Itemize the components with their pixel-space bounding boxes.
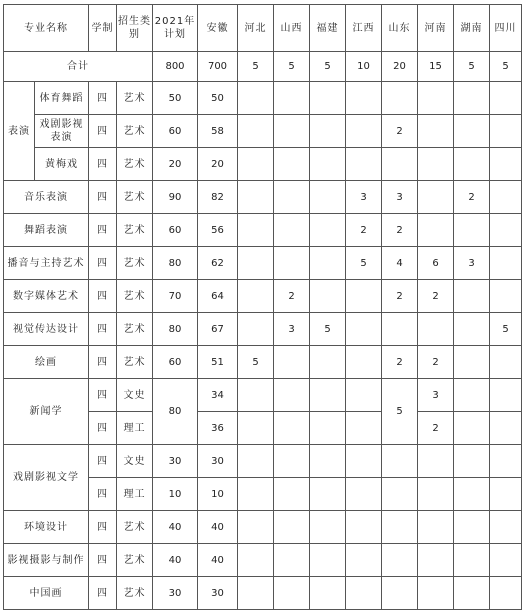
total-cell: 5 <box>310 52 346 82</box>
quota-cell <box>310 82 346 115</box>
total-cell: 5 <box>238 52 274 82</box>
category-cell: 艺术 <box>117 247 153 280</box>
header-province: 湖南 <box>454 5 490 52</box>
quota-cell <box>418 214 454 247</box>
quota-cell <box>418 148 454 181</box>
header-province: 安徽 <box>198 5 238 52</box>
quota-cell: 56 <box>198 214 238 247</box>
plan-cell: 50 <box>153 82 198 115</box>
duration-cell: 四 <box>89 115 117 148</box>
quota-cell: 3 <box>274 313 310 346</box>
quota-cell <box>490 511 522 544</box>
plan-cell: 10 <box>153 478 198 511</box>
category-cell: 艺术 <box>117 115 153 148</box>
quota-cell <box>346 313 382 346</box>
major-name: 数字媒体艺术 <box>4 280 89 313</box>
quota-cell <box>454 544 490 577</box>
quota-cell <box>238 412 274 445</box>
quota-cell <box>490 445 522 478</box>
table-row <box>4 115 522 148</box>
quota-cell <box>382 313 418 346</box>
total-cell: 10 <box>346 52 382 82</box>
quota-cell: 4 <box>382 247 418 280</box>
duration-cell: 四 <box>89 544 117 577</box>
quota-cell: 5 <box>346 247 382 280</box>
plan-cell: 80 <box>153 313 198 346</box>
major-name: 体育舞蹈 <box>35 82 89 115</box>
quota-cell: 2 <box>274 280 310 313</box>
quota-cell <box>238 82 274 115</box>
quota-cell <box>274 82 310 115</box>
plan-cell: 80 <box>153 247 198 280</box>
quota-cell: 20 <box>198 148 238 181</box>
quota-cell <box>310 214 346 247</box>
quota-cell: 58 <box>198 115 238 148</box>
total-plan: 800 <box>153 52 198 82</box>
quota-cell <box>346 148 382 181</box>
duration-cell: 四 <box>89 412 117 445</box>
quota-cell: 2 <box>418 280 454 313</box>
plan-cell: 60 <box>153 346 198 379</box>
quota-cell <box>238 544 274 577</box>
quota-cell <box>274 181 310 214</box>
duration-cell: 四 <box>89 247 117 280</box>
quota-cell <box>382 577 418 610</box>
quota-cell <box>490 247 522 280</box>
table-row <box>4 214 522 247</box>
category-cell: 文史 <box>117 379 153 412</box>
plan-cell: 90 <box>153 181 198 214</box>
category-cell: 理工 <box>117 478 153 511</box>
quota-cell <box>418 478 454 511</box>
quota-cell <box>454 412 490 445</box>
header-province: 四川 <box>490 5 522 52</box>
plan-cell: 30 <box>153 577 198 610</box>
major-name: 舞蹈表演 <box>4 214 89 247</box>
quota-cell <box>490 181 522 214</box>
quota-cell: 2 <box>382 115 418 148</box>
category-cell: 艺术 <box>117 313 153 346</box>
quota-cell <box>346 82 382 115</box>
quota-cell <box>274 577 310 610</box>
category-cell: 艺术 <box>117 577 153 610</box>
quota-cell <box>454 313 490 346</box>
quota-cell: 82 <box>198 181 238 214</box>
table-row <box>4 247 522 280</box>
total-row <box>4 52 522 82</box>
quota-cell <box>346 280 382 313</box>
plan-cell: 60 <box>153 214 198 247</box>
quota-cell: 2 <box>382 346 418 379</box>
quota-cell <box>274 511 310 544</box>
total-cell: 20 <box>382 52 418 82</box>
total-cell: 5 <box>274 52 310 82</box>
group-label-performance: 表演 <box>4 82 35 181</box>
total-cell: 5 <box>490 52 522 82</box>
quota-cell: 30 <box>198 445 238 478</box>
quota-cell <box>454 511 490 544</box>
quota-cell <box>382 544 418 577</box>
quota-cell <box>490 214 522 247</box>
quota-cell: 3 <box>382 181 418 214</box>
quota-cell <box>418 82 454 115</box>
quota-cell <box>346 115 382 148</box>
quota-cell <box>490 346 522 379</box>
quota-cell: 2 <box>418 346 454 379</box>
header-province: 江西 <box>346 5 382 52</box>
quota-cell <box>274 346 310 379</box>
quota-cell: 40 <box>198 544 238 577</box>
duration-cell: 四 <box>89 214 117 247</box>
quota-cell <box>310 181 346 214</box>
quota-cell <box>418 181 454 214</box>
plan-cell: 60 <box>153 115 198 148</box>
quota-cell: 64 <box>198 280 238 313</box>
quota-cell: 2 <box>382 280 418 313</box>
quota-cell <box>454 115 490 148</box>
quota-cell: 40 <box>198 511 238 544</box>
quota-cell <box>274 544 310 577</box>
table-row <box>4 445 522 478</box>
quota-cell <box>238 247 274 280</box>
category-cell: 文史 <box>117 445 153 478</box>
table-row <box>4 82 522 115</box>
header-province: 河北 <box>238 5 274 52</box>
header-province: 河南 <box>418 5 454 52</box>
quota-cell <box>418 445 454 478</box>
major-name: 视觉传达设计 <box>4 313 89 346</box>
quota-cell <box>238 577 274 610</box>
quota-cell: 34 <box>198 379 238 412</box>
quota-cell <box>346 544 382 577</box>
header-row <box>4 5 522 52</box>
major-name: 中国画 <box>4 577 89 610</box>
quota-cell: 36 <box>198 412 238 445</box>
quota-cell <box>310 478 346 511</box>
quota-cell: 3 <box>346 181 382 214</box>
table-row <box>4 313 522 346</box>
quota-cell <box>274 478 310 511</box>
enrollment-plan-table-wrapper <box>3 4 522 610</box>
quota-cell <box>346 346 382 379</box>
quota-cell <box>238 445 274 478</box>
quota-cell <box>274 445 310 478</box>
major-name: 黄梅戏 <box>35 148 89 181</box>
table-row <box>4 181 522 214</box>
quota-cell <box>382 82 418 115</box>
quota-cell <box>418 115 454 148</box>
quota-cell: 3 <box>454 247 490 280</box>
header-plan: 2021年计划 <box>153 5 198 52</box>
category-cell: 艺术 <box>117 544 153 577</box>
quota-cell: 10 <box>198 478 238 511</box>
quota-cell: 67 <box>198 313 238 346</box>
quota-cell <box>274 214 310 247</box>
major-name: 绘画 <box>4 346 89 379</box>
quota-cell: 5 <box>310 313 346 346</box>
duration-cell: 四 <box>89 181 117 214</box>
quota-cell <box>490 544 522 577</box>
duration-cell: 四 <box>89 511 117 544</box>
quota-cell <box>346 577 382 610</box>
category-cell: 艺术 <box>117 346 153 379</box>
duration-cell: 四 <box>89 445 117 478</box>
quota-cell <box>310 280 346 313</box>
category-cell: 艺术 <box>117 280 153 313</box>
quota-cell <box>238 115 274 148</box>
plan-cell: 20 <box>153 148 198 181</box>
quota-cell <box>418 544 454 577</box>
quota-cell <box>346 379 382 412</box>
major-name: 影视摄影与制作 <box>4 544 89 577</box>
header-province: 山东 <box>382 5 418 52</box>
quota-cell <box>418 577 454 610</box>
quota-cell <box>238 148 274 181</box>
quota-cell <box>310 445 346 478</box>
quota-cell <box>418 313 454 346</box>
duration-cell: 四 <box>89 577 117 610</box>
quota-cell: 2 <box>418 412 454 445</box>
header-major: 专业名称 <box>4 5 89 52</box>
quota-cell <box>454 214 490 247</box>
table-row <box>4 280 522 313</box>
table-row <box>4 577 522 610</box>
category-cell: 艺术 <box>117 511 153 544</box>
quota-cell <box>490 148 522 181</box>
category-cell: 艺术 <box>117 148 153 181</box>
duration-cell: 四 <box>89 313 117 346</box>
quota-cell <box>490 478 522 511</box>
plan-cell: 40 <box>153 544 198 577</box>
quota-cell <box>490 280 522 313</box>
quota-cell <box>346 478 382 511</box>
duration-cell: 四 <box>89 280 117 313</box>
header-category: 招生类别 <box>117 5 153 52</box>
quota-cell: 3 <box>418 379 454 412</box>
quota-cell: 5 <box>238 346 274 379</box>
plan-cell: 40 <box>153 511 198 544</box>
duration-cell: 四 <box>89 82 117 115</box>
quota-cell: 50 <box>198 82 238 115</box>
total-cell: 700 <box>198 52 238 82</box>
quota-cell <box>274 115 310 148</box>
table-row <box>4 346 522 379</box>
major-name-drama-film-literature: 戏剧影视文学 <box>4 445 89 511</box>
category-cell: 理工 <box>117 412 153 445</box>
quota-cell <box>310 412 346 445</box>
quota-cell <box>382 445 418 478</box>
quota-cell <box>490 82 522 115</box>
quota-cell <box>346 412 382 445</box>
quota-cell <box>238 280 274 313</box>
plan-cell: 70 <box>153 280 198 313</box>
quota-cell <box>382 511 418 544</box>
quota-cell: 6 <box>418 247 454 280</box>
quota-cell <box>238 313 274 346</box>
major-name: 戏剧影视表演 <box>35 115 89 148</box>
quota-cell: 2 <box>454 181 490 214</box>
quota-cell <box>490 577 522 610</box>
quota-cell <box>454 82 490 115</box>
quota-cell <box>274 379 310 412</box>
quota-cell <box>346 445 382 478</box>
quota-cell <box>238 379 274 412</box>
quota-cell: 30 <box>198 577 238 610</box>
quota-cell: 62 <box>198 247 238 280</box>
quota-cell <box>454 148 490 181</box>
quota-cell <box>274 148 310 181</box>
quota-cell: 51 <box>198 346 238 379</box>
table-row <box>4 544 522 577</box>
category-cell: 艺术 <box>117 214 153 247</box>
header-province: 山西 <box>274 5 310 52</box>
quota-cell <box>310 115 346 148</box>
total-cell: 5 <box>454 52 490 82</box>
quota-cell <box>490 115 522 148</box>
duration-cell: 四 <box>89 148 117 181</box>
category-cell: 艺术 <box>117 181 153 214</box>
quota-cell: 2 <box>382 214 418 247</box>
quota-cell <box>310 379 346 412</box>
quota-cell <box>238 214 274 247</box>
quota-cell <box>346 511 382 544</box>
quota-cell <box>454 346 490 379</box>
duration-cell: 四 <box>89 346 117 379</box>
quota-cell <box>490 379 522 412</box>
quota-cell <box>454 577 490 610</box>
header-duration: 学制 <box>89 5 117 52</box>
quota-cell <box>310 577 346 610</box>
table-row <box>4 148 522 181</box>
quota-cell <box>310 346 346 379</box>
major-name: 播音与主持艺术 <box>4 247 89 280</box>
major-name: 音乐表演 <box>4 181 89 214</box>
category-cell: 艺术 <box>117 82 153 115</box>
quota-cell <box>274 247 310 280</box>
quota-cell <box>238 511 274 544</box>
duration-cell: 四 <box>89 379 117 412</box>
quota-cell <box>382 478 418 511</box>
major-name-journalism: 新闻学 <box>4 379 89 445</box>
quota-cell <box>310 511 346 544</box>
table-row <box>4 511 522 544</box>
quota-cell <box>310 247 346 280</box>
quota-cell <box>238 181 274 214</box>
quota-cell <box>454 445 490 478</box>
quota-cell: 2 <box>346 214 382 247</box>
table-row <box>4 379 522 412</box>
quota-cell <box>454 379 490 412</box>
quota-cell: 5 <box>382 379 418 445</box>
quota-cell <box>418 511 454 544</box>
duration-cell: 四 <box>89 478 117 511</box>
quota-cell <box>490 412 522 445</box>
header-province: 福建 <box>310 5 346 52</box>
plan-cell: 30 <box>153 445 198 478</box>
quota-cell <box>382 148 418 181</box>
quota-cell <box>454 478 490 511</box>
total-label: 合计 <box>4 52 153 82</box>
quota-cell <box>310 544 346 577</box>
quota-cell <box>274 412 310 445</box>
quota-cell <box>310 148 346 181</box>
quota-cell <box>454 280 490 313</box>
enrollment-plan-table <box>3 4 522 610</box>
plan-cell: 80 <box>153 379 198 445</box>
major-name: 环境设计 <box>4 511 89 544</box>
quota-cell: 5 <box>490 313 522 346</box>
total-cell: 15 <box>418 52 454 82</box>
quota-cell <box>238 478 274 511</box>
